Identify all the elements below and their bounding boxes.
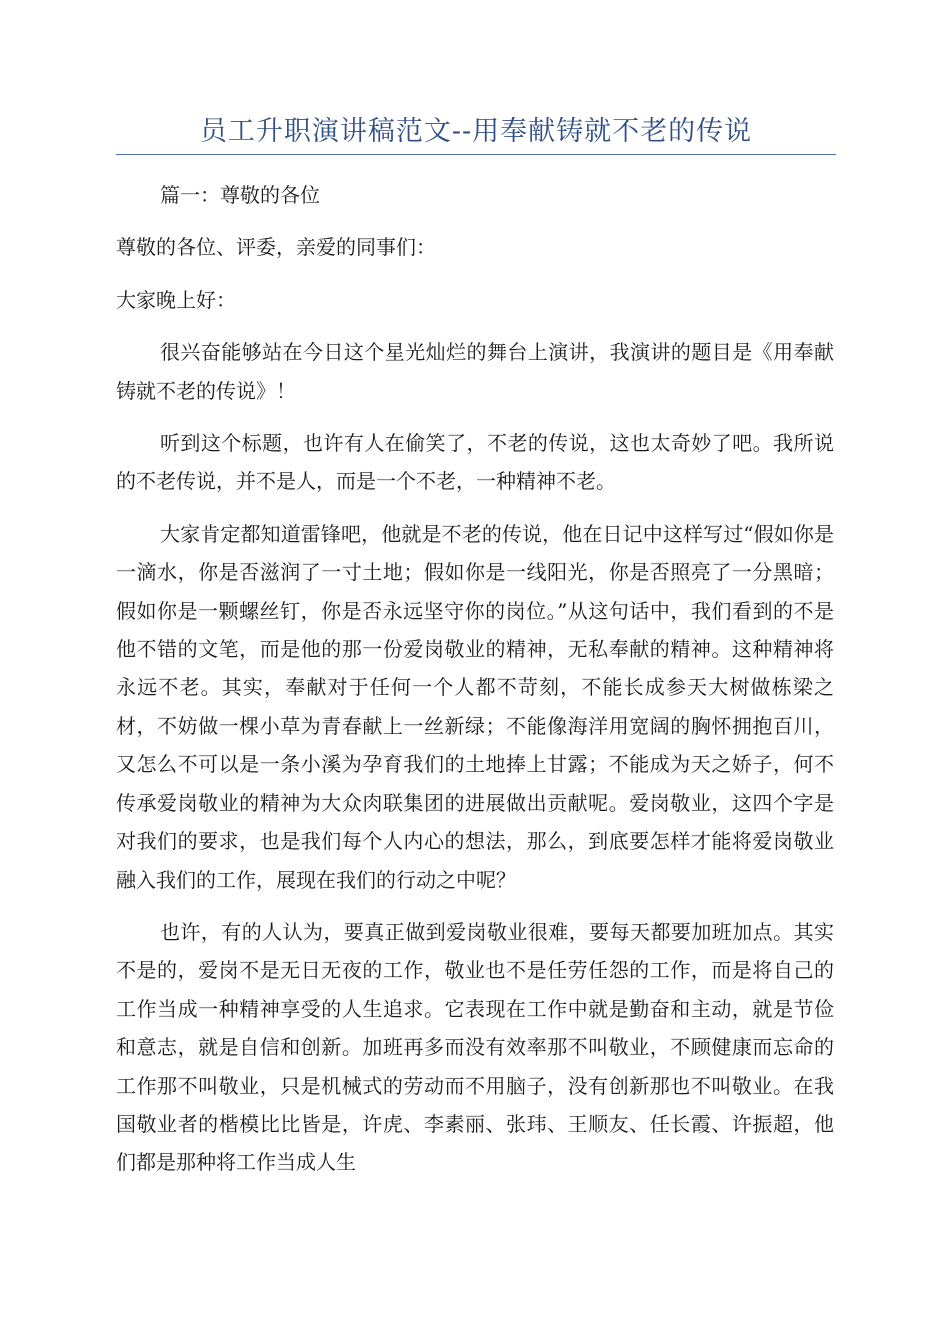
paragraph-title-explanation: 听到这个标题，也许有人在偷笑了，不老的传说，这也太奇妙了吧。我所说的不老传说，并不是人，而是一个不老，一种精神不老。 [116, 431, 834, 494]
paragraph-intro: 很兴奋能够站在今日这个星光灿烂的舞台上演讲，我演讲的题目是《用奉献铸就不老的传说》！ [116, 340, 834, 403]
document-title: 员工升职演讲稿范文--用奉献铸就不老的传说 [199, 116, 753, 147]
paragraph-section-heading: 篇一：尊敬的各位 [160, 183, 320, 207]
title-underline [116, 154, 836, 155]
paragraph-salutation: 尊敬的各位、评委，亲爱的同事们： [116, 235, 436, 260]
document-body [116, 176, 834, 1182]
paragraph-leifeng: 大家肯定都知道雷锋吧，他就是不老的传说，他在日记中这样写过“假如你是一滴水，你是否滋润了一寸土地；假如你是一线阳光，你是否照亮了一分黑暗；假如你是一颗螺丝钉，你是否永远坚守你的岗位。”从这句话中，我们看到的不是他不错的文笔，而是他的那一份爱岗敬业的精神，无私奉献的精神。这种精神将永远不老。其实，奉献对于任何一个人都不苛刻，不能长成参天大树做栋梁之材，不妨做一棵小草为青春献上一丝新绿；不能像海洋用宽阔的胸怀拥抱百川，又怎么不可以是一条小溪为孕育我们的土地捧上甘露；不能成为天之娇子，何不传承爱岗敬业的精神为大众肉联集团的进展做出贡献呢。爱岗敬业，这四个字是对我们的要求，也是我们每个人内心的想法，那么，到底要怎样才能将爱岗敬业融入我们的工作，展现在我们的行动之中呢？ [116, 521, 834, 892]
paragraph-dedication: 也许，有的人认为，要真正做到爱岗敬业很难，要每天都要加班加点。其实不是的，爱岗不是无日无夜的工作，敬业也不是任劳任怨的工作，而是将自己的工作当成一种精神享受的人生追求。它表现在工作中就是勤奋和主动，就是节俭和意志，就是自信和创新。加班再多而没有效率那不叫敬业，不顾健康而忘命的工作那不叫敬业，只是机械式的劳动而不用脑子，没有创新那也不叫敬业。在我国敬业者的楷模比比皆是，许虎、李素丽、张玮、王顺友、任长霞、许振超，他们都是那种将工作当成人生 [116, 919, 834, 1175]
paragraph-greeting: 大家晚上好： [116, 287, 236, 312]
